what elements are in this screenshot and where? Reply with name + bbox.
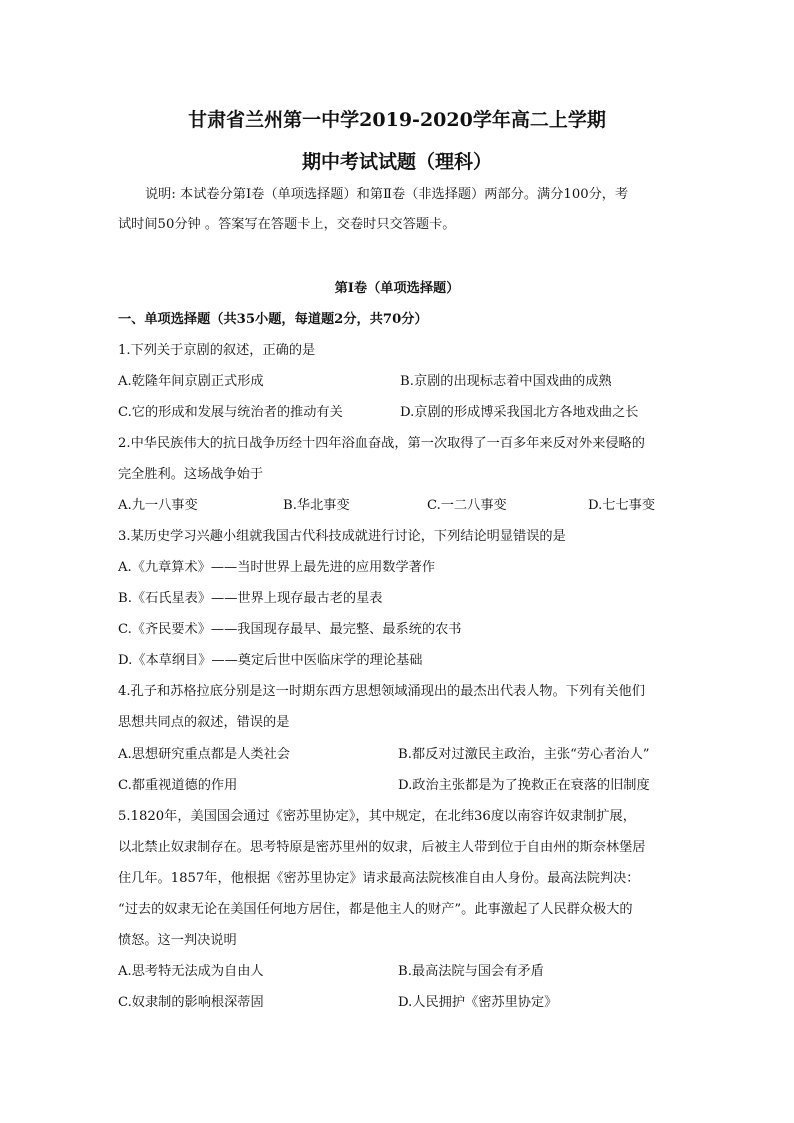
- q4-option-c: C.都重视道德的作用: [118, 778, 238, 793]
- q5-option-a: A.思考特无法成为自由人: [118, 964, 264, 979]
- q1-option-c: C.它的形成和发展与统治者的推动有关: [118, 405, 343, 420]
- q3-option-b: B.《石氏星表》——世界上现存最古老的星表: [118, 591, 383, 606]
- q4-stem-line1: 4.孔子和苏格拉底分别是这一时期东西方思想领域涌现出的最杰出代表人物。下列有关他们: [118, 684, 645, 699]
- q1-option-a: A.乾隆年间京剧正式形成: [118, 374, 264, 389]
- q3-stem: 3.某历史学习兴趣小组就我国古代科技成就进行讨论，下列结论明显错误的是: [118, 529, 566, 544]
- q2-option-c: C.一二八事变: [427, 498, 507, 513]
- exam-title-line1: 甘肃省兰州第一中学2019-2020学年高二上学期: [188, 109, 606, 131]
- q4-option-b: B.都反对过激民主政治，主张“劳心者治人”: [398, 747, 650, 762]
- q4-stem-line2: 思想共同点的叙述，错误的是: [118, 715, 290, 730]
- q3-option-a: A.《九章算术》——当时世界上最先进的应用数学著作: [118, 560, 436, 575]
- q2-option-b: B.华北事变: [283, 498, 350, 513]
- q3-option-c: C.《齐民要术》——我国现存最早、最完整、最系统的农书: [118, 622, 462, 637]
- q5-stem-line2: 以北禁止奴隶制存在。思考特原是密苏里州的奴隶，后被主人带到位于自由州的斯奈林堡居: [118, 840, 646, 855]
- q2-stem-line2: 完全胜利。这场战争始于: [118, 467, 264, 482]
- q5-stem-line4: “过去的奴隶无论在美国任何地方居住，都是他主人的财产”。此事激起了人民群众极大的: [118, 902, 633, 917]
- q5-stem-line1: 5.1820年，美国国会通过《密苏里协定》，其中规定，在北纬36度以南容许奴隶制扩展，: [118, 809, 636, 824]
- section-title: 第Ⅰ卷（单项选择题）: [334, 281, 460, 296]
- q1-stem: 1.下列关于京剧的叙述，正确的是: [118, 343, 316, 358]
- q5-stem-line5: 愤怒。这一判决说明: [118, 933, 237, 948]
- instructions-line2: 试时间50分钟 。答案写在答题卡上，交卷时只交答题卡。: [118, 217, 456, 232]
- q3-option-d: D.《本草纲目》——奠定后世中医临床学的理论基础: [118, 653, 423, 668]
- q4-option-a: A.思想研究重点都是人类社会: [118, 747, 290, 762]
- section-subtitle: 一、单项选择题（共35小题，每道题2分，共70分）: [118, 312, 428, 327]
- q5-option-c: C.奴隶制的影响根深蒂固: [118, 995, 264, 1010]
- q5-option-b: B.最高法院与国会有矛盾: [398, 964, 544, 979]
- q2-stem-line1: 2.中华民族伟大的抗日战争历经十四年浴血奋战，第一次取得了一百多年来反对外来侵略的: [118, 436, 645, 451]
- q5-stem-line3: 住几年。1857年，他根据《密苏里协定》请求最高法院核准自由人身份。最高法院判决：: [118, 871, 640, 886]
- q1-option-d: D.京剧的形成博采我国北方各地戏曲之长: [400, 405, 639, 420]
- q2-option-d: D.七七事变: [588, 498, 656, 513]
- q5-option-d: D.人民拥护《密苏里协定》: [398, 995, 558, 1010]
- q1-option-b: B.京剧的出现标志着中国戏曲的成熟: [400, 374, 612, 389]
- q2-option-a: A.九一八事变: [118, 498, 198, 513]
- instructions-line1: 说明: 本试卷分第Ⅰ卷（单项选择题）和第Ⅱ卷（非选择题）两部分。满分100分，考: [145, 187, 629, 202]
- exam-title-line2: 期中考试试题（理科）: [301, 151, 492, 173]
- q4-option-d: D.政治主张都是为了挽救正在衰落的旧制度: [398, 778, 650, 793]
